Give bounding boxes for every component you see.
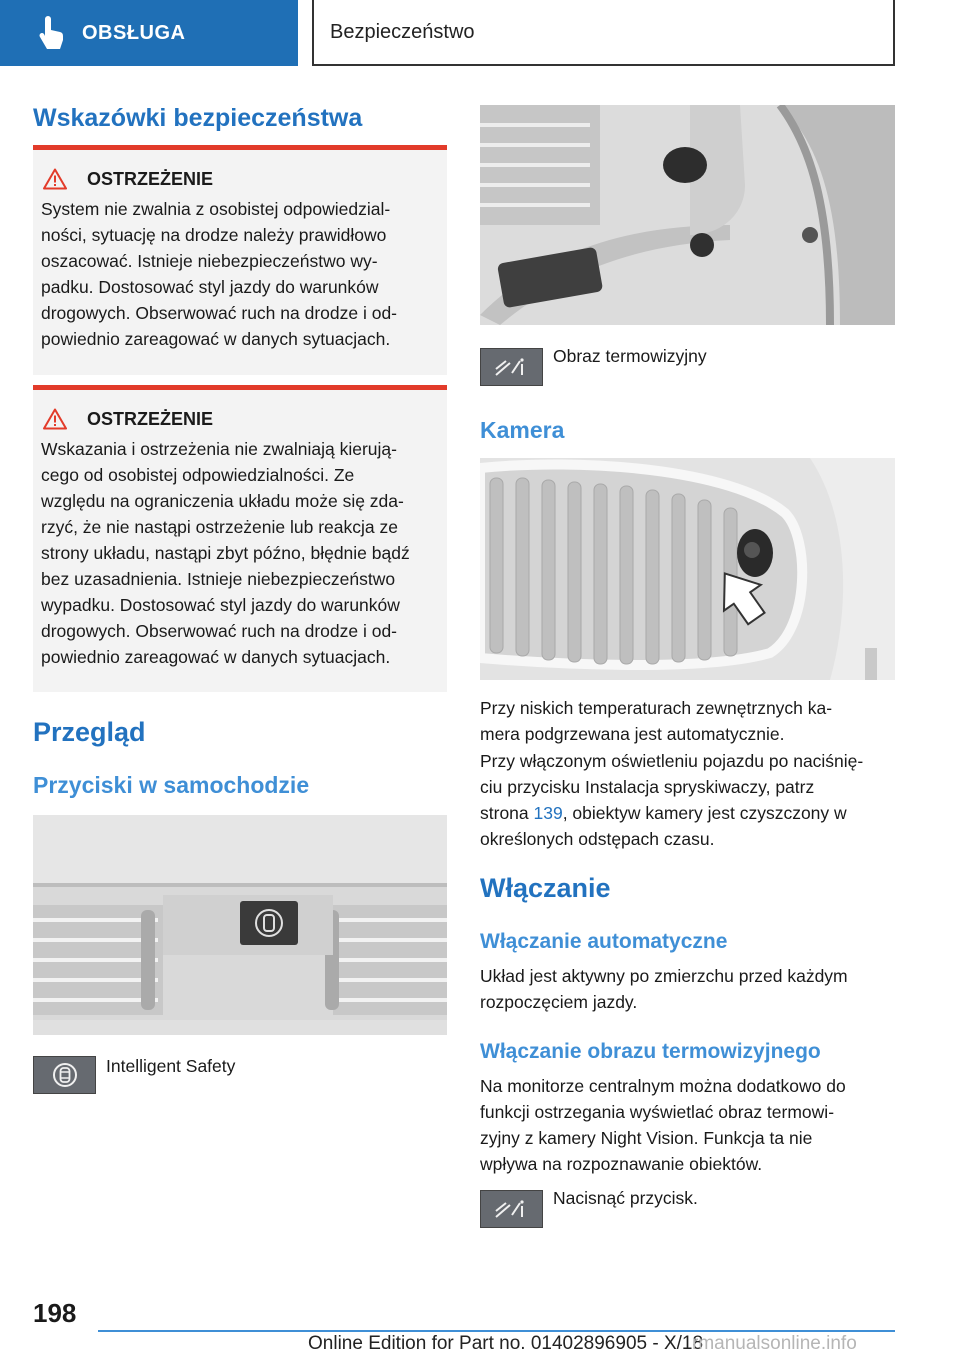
section-header-title: Bezpieczeństwo: [330, 20, 475, 43]
safety-tips-title: Wskazówki bezpieczeństwa: [33, 104, 363, 132]
auto-switch-on-paragraph: [480, 963, 848, 1015]
warning-line: padku. Dostosować styl jazdy do warunków: [41, 277, 379, 297]
warning-line: System nie zwalnia z osobistej odpowiedzial-: [41, 199, 391, 219]
auto-switch-on-title: Włączanie automatyczne: [480, 930, 728, 953]
warning-line: względu na ograniczenia układu może się zda-: [41, 491, 404, 511]
steering-column-photo: [480, 105, 895, 325]
warning-triangle-icon: [43, 408, 67, 430]
camera-cleaning-paragraph: [480, 748, 863, 852]
paragraph-line: [480, 800, 863, 826]
intelligent-safety-button-icon: [33, 1056, 96, 1094]
paragraph-line: określonych odstępach czasu.: [480, 829, 715, 849]
warning-line: powiednio zareagować w danych sytuacjach.: [41, 647, 391, 667]
thermal-switch-on-title: Włączanie obrazu termowizyjnego: [480, 1040, 821, 1063]
paragraph-line: Układ jest aktywny po zmierzchu przed każdym: [480, 966, 848, 986]
chapter-tab-label: OBSŁUGA: [82, 21, 186, 44]
footer-divider: [98, 1330, 895, 1332]
warning-line: powiednio zareagować w danych sytuacjach.: [41, 329, 391, 349]
warning-line: drogowych. Obserwować ruch na drodze i od-: [41, 303, 398, 323]
warning-line: rzyć, że nie nastąpi ostrzeżenie lub reakcja ze: [41, 517, 398, 537]
warning-box-2: [33, 385, 447, 692]
paragraph-line: Przy niskich temperaturach zewnętrznych ka-: [480, 698, 833, 718]
switch-on-title: Włączanie: [480, 873, 611, 903]
overview-title: Przegląd: [33, 717, 146, 747]
warning-line: strony układu, nastąpi zbyt późno, błędnie bądź: [41, 543, 410, 563]
warning-line: drogowych. Obserwować ruch na drodze i od-: [41, 621, 398, 641]
section-header: [312, 0, 895, 66]
night-vision-button-icon: [480, 1190, 543, 1228]
buttons-in-car-title: Przyciski w samochodzie: [33, 772, 310, 798]
warning-heading: [41, 168, 439, 190]
paragraph-line: rozpoczęciem jazdy.: [480, 992, 638, 1012]
warning-heading: [41, 408, 439, 430]
paragraph-line: wpływa na rozpoznawanie obiektów.: [480, 1154, 763, 1174]
warning-triangle-icon: [43, 168, 67, 190]
dashboard-buttons-photo: [33, 815, 447, 1035]
paragraph-line: Na monitorze centralnym można dodatkowo do: [480, 1076, 846, 1096]
camera-title: Kamera: [480, 417, 565, 443]
thermal-image-button-icon: [480, 348, 543, 386]
paragraph-line: Przy włączonym oświetleniu pojazdu po naciśnię-: [480, 751, 864, 771]
paragraph-line: mera podgrzewana jest automatycznie.: [480, 724, 785, 744]
warning-box-1: [33, 145, 447, 375]
paragraph-line: zyjny z kamery Night Vision. Funkcja ta nie: [480, 1128, 813, 1148]
warning-body: [41, 436, 439, 670]
chapter-tab[interactable]: [0, 0, 298, 66]
intelligent-safety-icon: [50, 1060, 80, 1090]
paragraph-text: , obiektyw kamery jest czyszczony w: [562, 803, 847, 823]
thermal-switch-on-paragraph: [480, 1073, 846, 1177]
warning-line: bez uzasadnienia. Istnieje niebezpieczeństwo: [41, 569, 396, 589]
front-grille-camera-photo: [480, 458, 895, 680]
page-number: 198: [33, 1298, 77, 1328]
warning-line: ności, sytuację na drodze należy prawidłowo: [41, 225, 387, 245]
warning-heading-text: OSTRZEŻENIE: [87, 168, 214, 189]
camera-heating-paragraph: [480, 695, 832, 747]
page-reference-link[interactable]: 139: [533, 803, 563, 823]
intelligent-safety-caption: Intelligent Safety: [106, 1056, 236, 1076]
press-button-caption: Nacisnąć przycisk.: [553, 1188, 698, 1208]
thermal-image-caption: Obraz termowizyjny: [553, 346, 707, 366]
night-vision-icon: [492, 1197, 532, 1221]
paragraph-text: strona: [480, 803, 534, 823]
night-vision-icon: [492, 355, 532, 379]
warning-body: [41, 196, 439, 352]
paragraph-line: ciu przycisku Instalacja spryskiwaczy, patrz: [480, 777, 815, 797]
hand-pointer-icon: [36, 15, 68, 51]
warning-line: wypadku. Dostosować styl jazdy do warunków: [41, 595, 400, 615]
watermark: rmanualsonline.info: [692, 1333, 857, 1354]
warning-heading-text: OSTRZEŻENIE: [87, 408, 214, 429]
paragraph-line: funkcji ostrzegania wyświetlać obraz termowi-: [480, 1102, 835, 1122]
warning-line: cego od osobistej odpowiedzialności. Ze: [41, 465, 355, 485]
edition-note: Online Edition for Part no. 01402896905 - X/18: [308, 1333, 704, 1354]
warning-line: oszacować. Istnieje niebezpieczeństwo wy-: [41, 251, 378, 271]
warning-line: Wskazania i ostrzeżenia nie zwalniają kierują-: [41, 439, 397, 459]
